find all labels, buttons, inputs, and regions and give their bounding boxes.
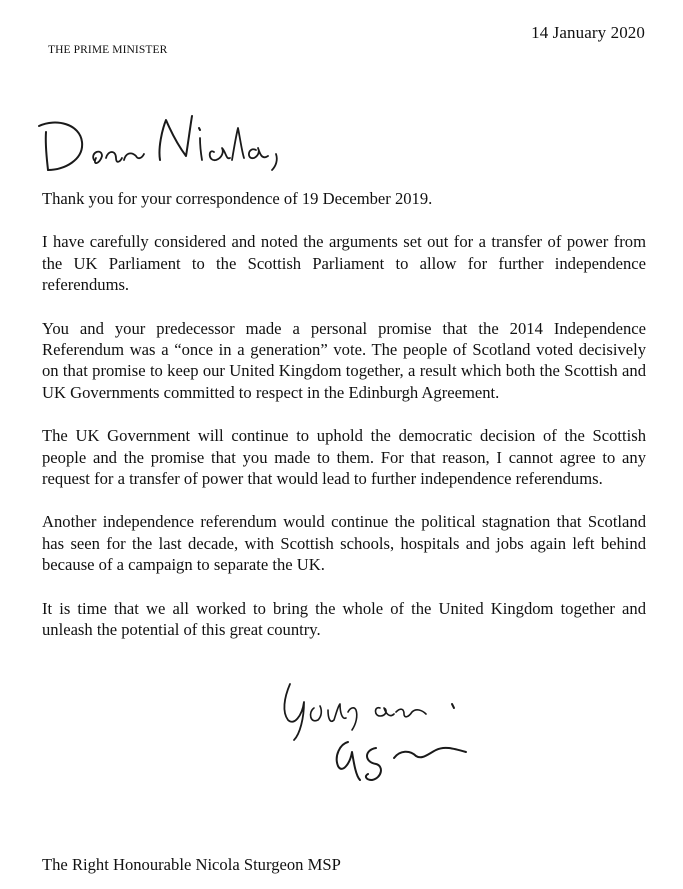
letter-body [42, 188, 646, 663]
paragraph: It is time that we all worked to bring the whole of the United Kingdom together and unleash the potential of this great country. [42, 598, 646, 640]
letter-date: 14 January 2020 [531, 23, 645, 42]
paragraph: Thank you for your correspondence of 19 December 2019. [42, 189, 433, 208]
letterhead: THE PRIME MINISTER [48, 44, 168, 56]
paragraph: Another independence referendum would continue the political stagnation that Scotland has seen for the last decade, with Scottish schools, hospitals and jobs again left behind because of a campaign to separate the UK. [42, 512, 646, 575]
handwritten-closing-signature [276, 668, 496, 800]
paragraph: You and your predecessor made a personal promise that the 2014 Independence Referendum was a “once in a generation” vote. The people of Scotland voted decisively on that promise to keep our United Kingdom together, a result which both the Scottish and UK Governments committed to respect in the Edinburgh Agreement. [42, 318, 646, 402]
paragraph: I have carefully considered and noted the arguments set out for a transfer of power from the UK Parliament to the Scottish Parliament to allow for further independence referendums. [42, 232, 646, 295]
recipient-name: The Right Honourable Nicola Sturgeon MSP [42, 855, 341, 874]
paragraph: The UK Government will continue to uphold the democratic decision of the Scottish people and the promise that you made to them. For that reason, I cannot agree to any request for a transfer of power that would lead to further independence referendums. [42, 426, 646, 489]
handwritten-salutation [36, 108, 296, 182]
